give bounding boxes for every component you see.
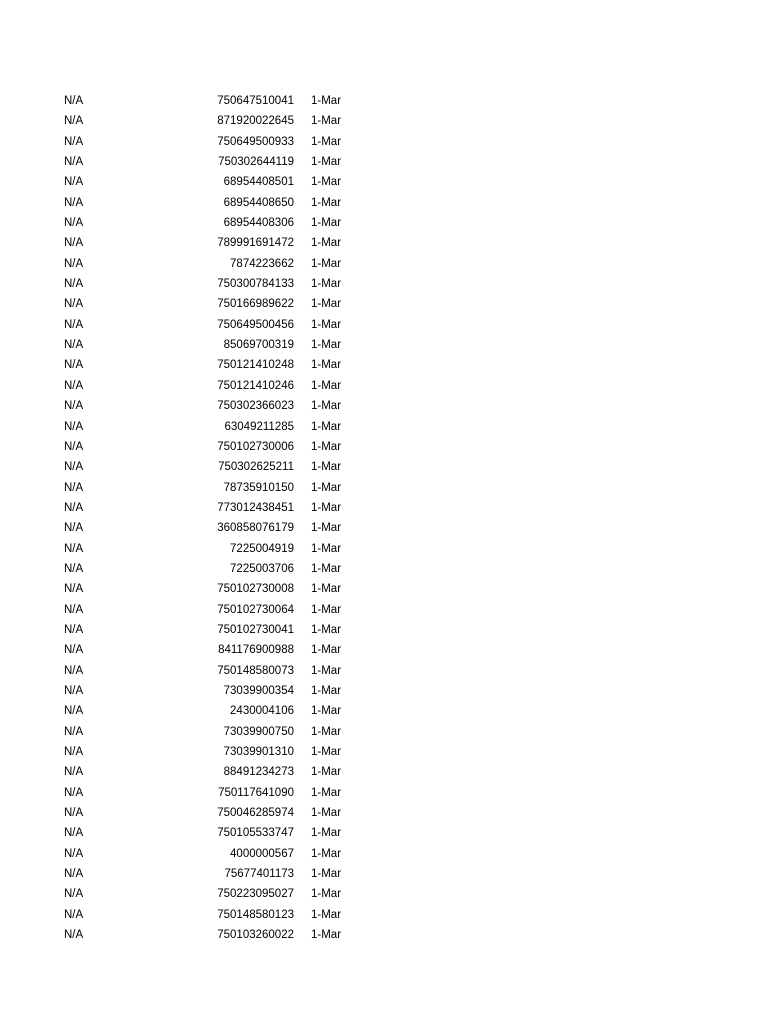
code-cell: 750117641090 [218,786,294,799]
table-row [0,478,768,498]
status-cell: N/A [64,95,84,107]
code-cell: 68954408306 [223,217,294,230]
date-cell: 1-Mar [311,257,342,270]
date-cell: 1-Mar [311,684,342,697]
date-cell: 1-Mar [311,135,342,148]
date-cell: 1-Mar [311,461,342,474]
code-cell: 750148580073 [217,664,294,677]
table-row [0,864,768,884]
status-cell: N/A [64,217,84,230]
code-cell: 2430004106 [230,705,294,718]
date-cell: 1-Mar [311,603,342,616]
date-cell: 1-Mar [311,217,342,230]
code-cell: 360858076179 [217,522,294,535]
code-cell: 75677401173 [224,868,294,881]
date-cell: 1-Mar [311,481,342,494]
table-row [0,640,768,660]
date-cell: 1-Mar [311,644,342,657]
code-cell: 750300784133 [217,278,294,291]
status-cell: N/A [64,705,84,718]
status-cell: N/A [64,339,84,352]
status-cell: N/A [64,603,84,616]
table-row [0,762,768,782]
status-cell: N/A [64,583,84,596]
date-cell: 1-Mar [311,908,342,921]
code-cell: 73039900354 [223,684,294,697]
table-row [0,823,768,843]
status-cell: N/A [64,237,84,250]
date-cell: 1-Mar [311,827,342,840]
date-cell: 1-Mar [311,237,342,250]
code-cell: 750105533747 [217,827,294,840]
status-cell: N/A [64,684,84,697]
date-cell: 1-Mar [311,359,342,372]
status-cell: N/A [64,135,84,148]
code-cell: 88491234273 [223,766,294,779]
code-cell: 63049211285 [224,420,294,433]
date-cell: 1-Mar [311,888,342,901]
table-row [0,844,768,864]
code-cell: 750103260022 [217,929,294,942]
code-cell: 750302366023 [217,400,294,413]
code-cell: 871920022645 [217,115,294,128]
status-cell: N/A [64,400,84,413]
date-cell: 1-Mar [311,562,342,575]
table-row [0,376,768,396]
status-cell: N/A [64,156,84,169]
table-row [0,132,768,152]
code-cell: 750102730006 [217,440,294,453]
table-row [0,315,768,335]
code-cell: 750649500933 [217,135,294,148]
table-row [0,783,768,803]
table-row [0,559,768,579]
table-row [0,254,768,274]
table-row [0,294,768,314]
date-cell: 1-Mar [311,318,342,331]
date-cell: 1-Mar [311,766,342,779]
date-cell: 1-Mar [311,339,342,352]
date-cell: 1-Mar [311,278,342,291]
date-cell: 1-Mar [311,847,342,860]
code-cell: 85069700319 [223,339,294,352]
status-cell: N/A [64,420,84,433]
date-cell: 1-Mar [311,746,342,758]
status-cell: N/A [64,868,84,881]
status-cell: N/A [64,542,84,555]
code-cell: 78735910150 [223,481,294,494]
status-cell: N/A [64,461,84,474]
status-cell: N/A [64,298,84,311]
date-cell: 1-Mar [311,929,342,942]
status-cell: N/A [64,847,84,860]
table-row [0,233,768,253]
date-cell: 1-Mar [311,522,342,535]
date-cell: 1-Mar [311,440,342,453]
status-cell: N/A [64,115,84,128]
date-cell: 1-Mar [311,786,342,799]
date-cell: 1-Mar [311,868,342,881]
date-cell: 1-Mar [311,807,342,820]
table-row [0,620,768,640]
code-cell: 750102730064 [217,603,294,616]
code-cell: 7225003706 [230,562,294,575]
date-cell: 1-Mar [311,298,342,311]
status-cell: N/A [64,786,84,799]
code-cell: 750166989622 [217,298,294,311]
table-row [0,701,768,721]
date-cell: 1-Mar [311,501,342,514]
date-cell: 1-Mar [311,400,342,413]
code-cell: 4000000567 [230,847,294,860]
table-row [0,539,768,559]
code-cell: 7874223662 [230,257,294,270]
date-cell: 1-Mar [311,115,342,128]
status-cell: N/A [64,562,84,575]
table-row [0,498,768,518]
code-cell: 73039901310 [223,746,294,758]
code-cell: 841176900988 [218,644,294,657]
date-cell: 1-Mar [311,156,342,169]
table-row [0,457,768,477]
table-row [0,437,768,457]
status-cell: N/A [64,827,84,840]
table-row [0,335,768,355]
date-cell: 1-Mar [311,542,342,555]
table-row [0,193,768,213]
table-row [0,905,768,925]
table-row [0,600,768,620]
code-cell: 73039900750 [223,725,294,738]
code-cell: 750148580123 [217,908,294,921]
table-row [0,417,768,437]
status-cell: N/A [64,359,84,372]
date-cell: 1-Mar [311,623,342,636]
status-cell: N/A [64,725,84,738]
table-row [0,722,768,742]
code-cell: 750649500456 [217,318,294,331]
status-cell: N/A [64,807,84,820]
date-cell: 1-Mar [311,705,342,718]
table-row [0,91,768,111]
table-row [0,681,768,701]
code-cell: 750102730041 [217,623,294,636]
code-cell: 750302625211 [218,461,294,474]
status-cell: N/A [64,623,84,636]
code-cell: 750647510041 [217,95,294,107]
code-cell: 773012438451 [217,501,294,514]
table-row [0,172,768,192]
table-row [0,884,768,904]
date-cell: 1-Mar [311,95,342,107]
code-cell: 750102730008 [217,583,294,596]
date-cell: 1-Mar [311,176,342,189]
table-row [0,579,768,599]
code-cell: 7225004919 [230,542,294,555]
table-row [0,213,768,233]
status-cell: N/A [64,278,84,291]
code-cell: 68954408501 [223,176,294,189]
table-row [0,742,768,762]
date-cell: 1-Mar [311,420,342,433]
table-row [0,152,768,172]
status-cell: N/A [64,664,84,677]
status-cell: N/A [64,318,84,331]
code-cell: 750121410246 [217,379,294,392]
date-cell: 1-Mar [311,379,342,392]
date-cell: 1-Mar [311,583,342,596]
spreadsheet-page [0,91,768,945]
status-cell: N/A [64,766,84,779]
code-cell: 750223095027 [217,888,294,901]
table-row [0,518,768,538]
status-cell: N/A [64,908,84,921]
table-row [0,661,768,681]
status-cell: N/A [64,176,84,189]
status-cell: N/A [64,644,84,657]
status-cell: N/A [64,501,84,514]
date-cell: 1-Mar [311,664,342,677]
status-cell: N/A [64,522,84,535]
table-row [0,274,768,294]
code-cell: 750121410248 [217,359,294,372]
status-cell: N/A [64,196,84,209]
table-row [0,355,768,375]
table-row [0,396,768,416]
code-cell: 68954408650 [223,196,294,209]
code-cell: 789991691472 [217,237,294,250]
status-cell: N/A [64,481,84,494]
status-cell: N/A [64,257,84,270]
date-cell: 1-Mar [311,196,342,209]
code-cell: 750046285974 [217,807,294,820]
date-cell: 1-Mar [311,725,342,738]
status-cell: N/A [64,888,84,901]
table-row [0,803,768,823]
table-row [0,925,768,945]
status-cell: N/A [64,929,84,942]
status-cell: N/A [64,379,84,392]
table-row [0,111,768,131]
status-cell: N/A [64,440,84,453]
status-cell: N/A [64,746,84,758]
code-cell: 750302644119 [218,156,294,169]
